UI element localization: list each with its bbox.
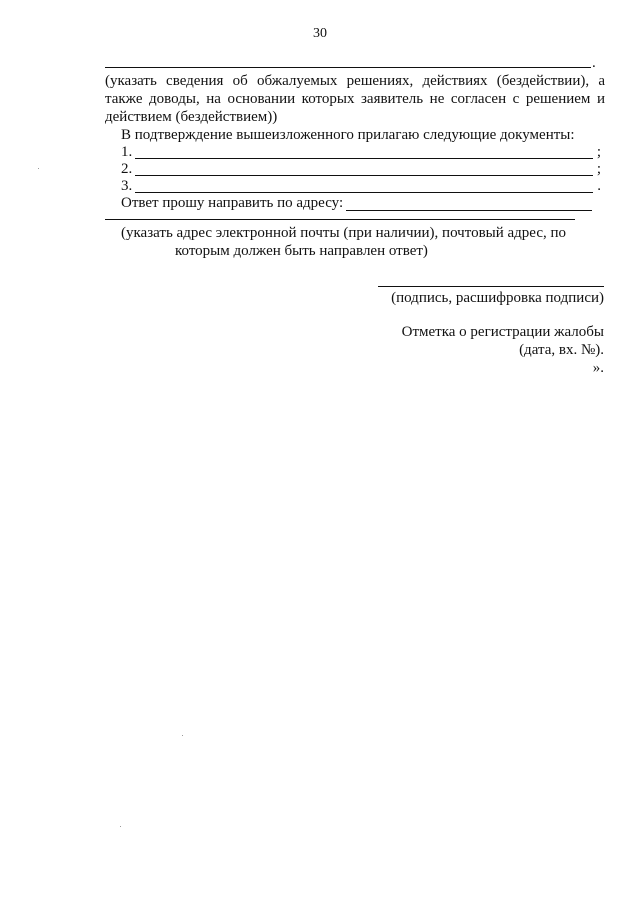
complaint-hint-line-2: также доводы, на основании которых заявитель не согласен с решением и [105, 91, 605, 107]
documents-intro: В подтверждение вышеизложенного прилагаю следующие документы: [121, 127, 575, 143]
document-item-number: 1. [121, 144, 133, 160]
document-item-blank-line [135, 175, 593, 176]
document-item-blank-line [135, 192, 593, 193]
complaint-hint-line-3: действием (бездействием)) [105, 109, 278, 125]
response-address-line-1 [346, 210, 592, 211]
document-item-3 [121, 178, 601, 195]
complaint-details-trailing-dot: . [592, 55, 596, 71]
response-address-line-2 [105, 219, 575, 220]
registration-mark-line-2: (дата, вх. №). [519, 342, 604, 358]
scan-speck [120, 826, 121, 827]
document-item-number: 3. [121, 178, 133, 194]
page-number: 30 [313, 26, 327, 41]
document-item-punctuation: ; [596, 144, 601, 160]
scan-speck [182, 735, 183, 736]
complaint-details-line [105, 67, 591, 68]
scan-speck [38, 168, 39, 169]
signature-caption: (подпись, расшифровка подписи) [391, 290, 604, 306]
document-item-number: 2. [121, 161, 133, 177]
response-address-label: Ответ прошу направить по адресу: [121, 195, 344, 211]
complaint-hint-line-1: (указать сведения об обжалуемых решениях, действиях (бездействии), а [105, 73, 605, 89]
response-hint-line-2: которым должен быть направлен ответ) [175, 243, 428, 259]
response-hint-line-1: (указать адрес электронной почты (при наличии), почтовый адрес, по [121, 225, 567, 241]
document-item-2 [121, 161, 601, 178]
document-item-1 [121, 144, 601, 161]
document-item-punctuation: ; [596, 161, 601, 177]
closing-quote: ». [592, 360, 604, 376]
signature-line [378, 286, 604, 287]
document-item-punctuation: . [597, 178, 601, 194]
registration-mark-line-1: Отметка о регистрации жалобы [401, 324, 604, 340]
document-item-blank-line [135, 158, 593, 159]
